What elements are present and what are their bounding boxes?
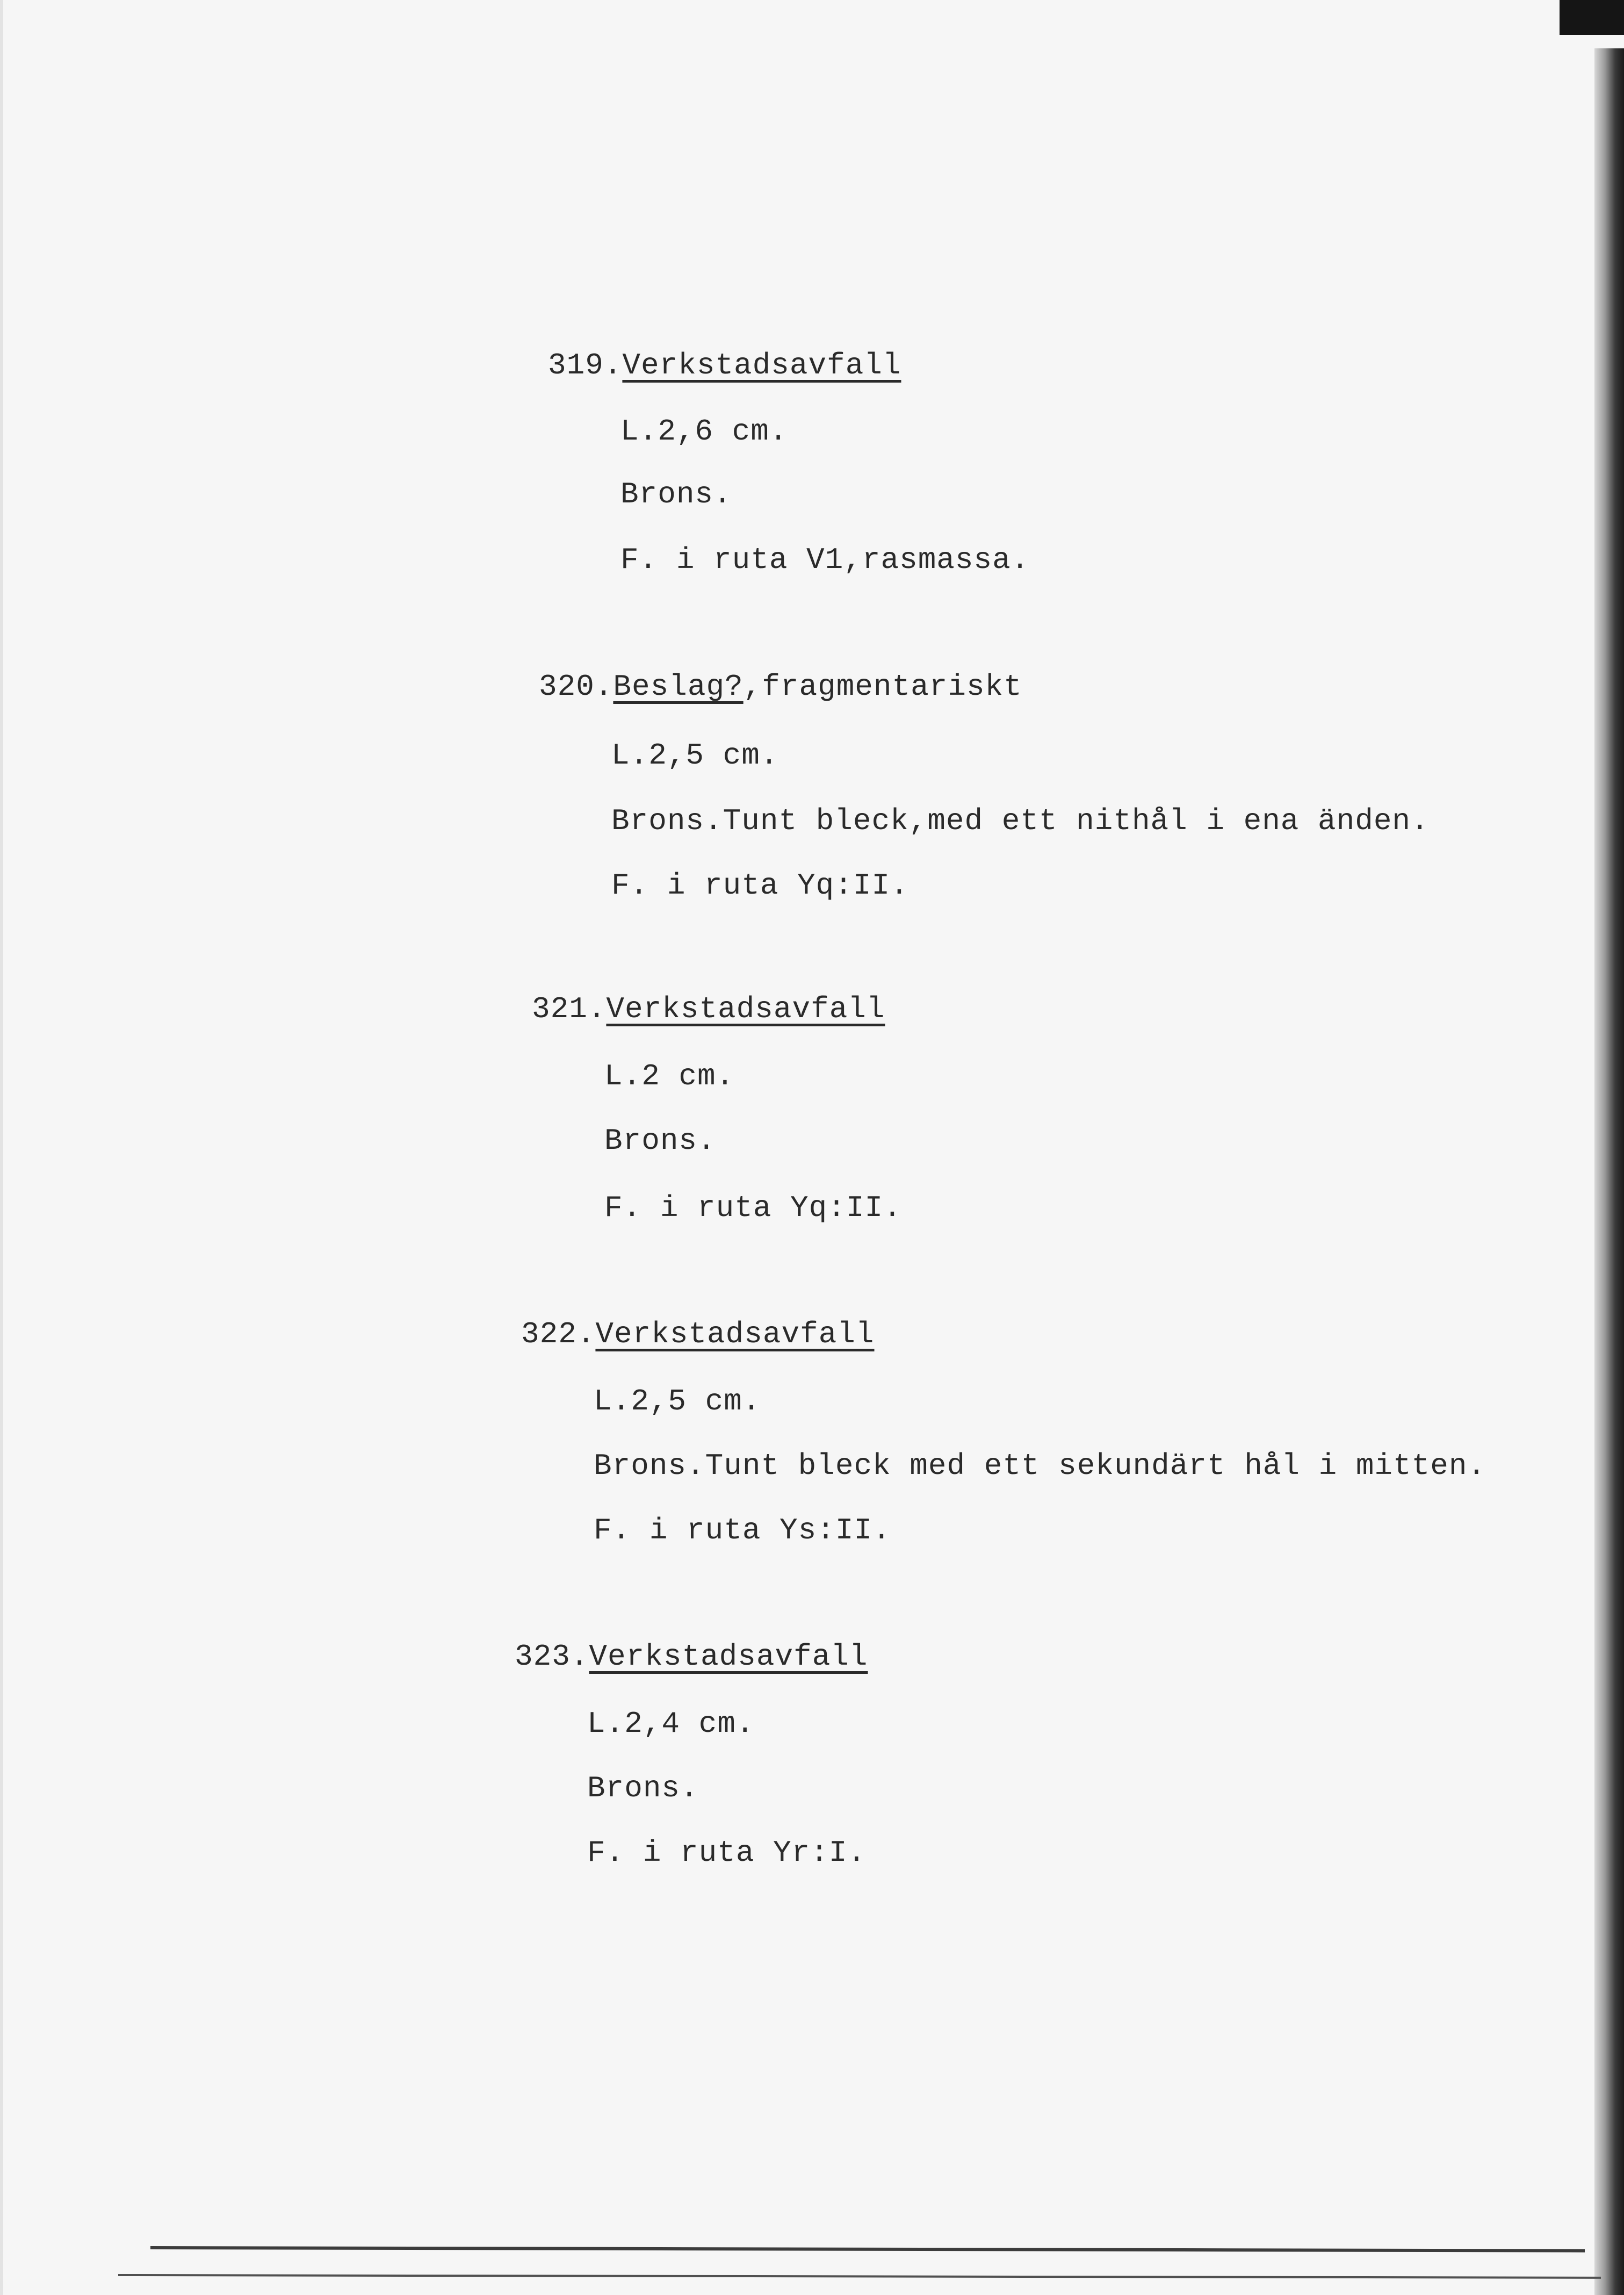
- entry-size: L.2 cm.: [604, 1059, 735, 1093]
- entry-size: L.2,5 cm.: [611, 738, 779, 773]
- scan-edge-right: [1594, 48, 1624, 2295]
- page-rule: [118, 2274, 1601, 2279]
- entry-find-location: F. i ruta Yq:II.: [604, 1191, 902, 1225]
- scan-edge-left: [0, 0, 3, 2295]
- entry-heading: [521, 1319, 875, 1349]
- entry-size: L.2,4 cm.: [587, 1707, 755, 1741]
- entry-heading: [532, 994, 885, 1024]
- entry-number: 319.: [548, 348, 623, 383]
- entry-heading: [539, 672, 1022, 702]
- entry-number: 320.: [539, 670, 613, 704]
- entry-number: 321.: [532, 992, 607, 1026]
- entry-heading: [548, 348, 901, 383]
- entry-material: Brons.Tunt bleck med ett sekundärt hål i mitten.: [594, 1449, 1486, 1483]
- entry-find-location: F. i ruta Yr:I.: [587, 1836, 867, 1870]
- entry-title: Verkstadsavfall: [595, 1317, 875, 1351]
- entry-find-location: F. i ruta V1,rasmassa.: [620, 543, 1030, 577]
- entry-title-suffix: ,fragmentariskt: [743, 670, 1022, 704]
- entry-size: L.2,5 cm.: [594, 1384, 761, 1419]
- entry-material: Brons.Tunt bleck,med ett nithål i ena änden.: [611, 804, 1430, 838]
- entry-material: Brons.: [587, 1771, 699, 1805]
- entry-title: Verkstadsavfall: [622, 348, 901, 383]
- entry-find-location: F. i ruta Ys:II.: [594, 1513, 891, 1548]
- entry-title: Beslag?: [613, 670, 744, 704]
- scan-corner: [1560, 0, 1624, 35]
- entry-number: 322.: [521, 1317, 596, 1351]
- page-rule: [150, 2246, 1585, 2253]
- entry-material: Brons.: [620, 477, 732, 512]
- entry-size: L.2,6 cm.: [620, 414, 788, 449]
- entry-number: 323.: [515, 1639, 589, 1674]
- entry-heading: [515, 1639, 868, 1674]
- entry-material: Brons.: [604, 1124, 716, 1158]
- entry-title: Verkstadsavfall: [606, 992, 885, 1026]
- entry-find-location: F. i ruta Yq:II.: [611, 868, 909, 903]
- entry-title: Verkstadsavfall: [589, 1639, 868, 1674]
